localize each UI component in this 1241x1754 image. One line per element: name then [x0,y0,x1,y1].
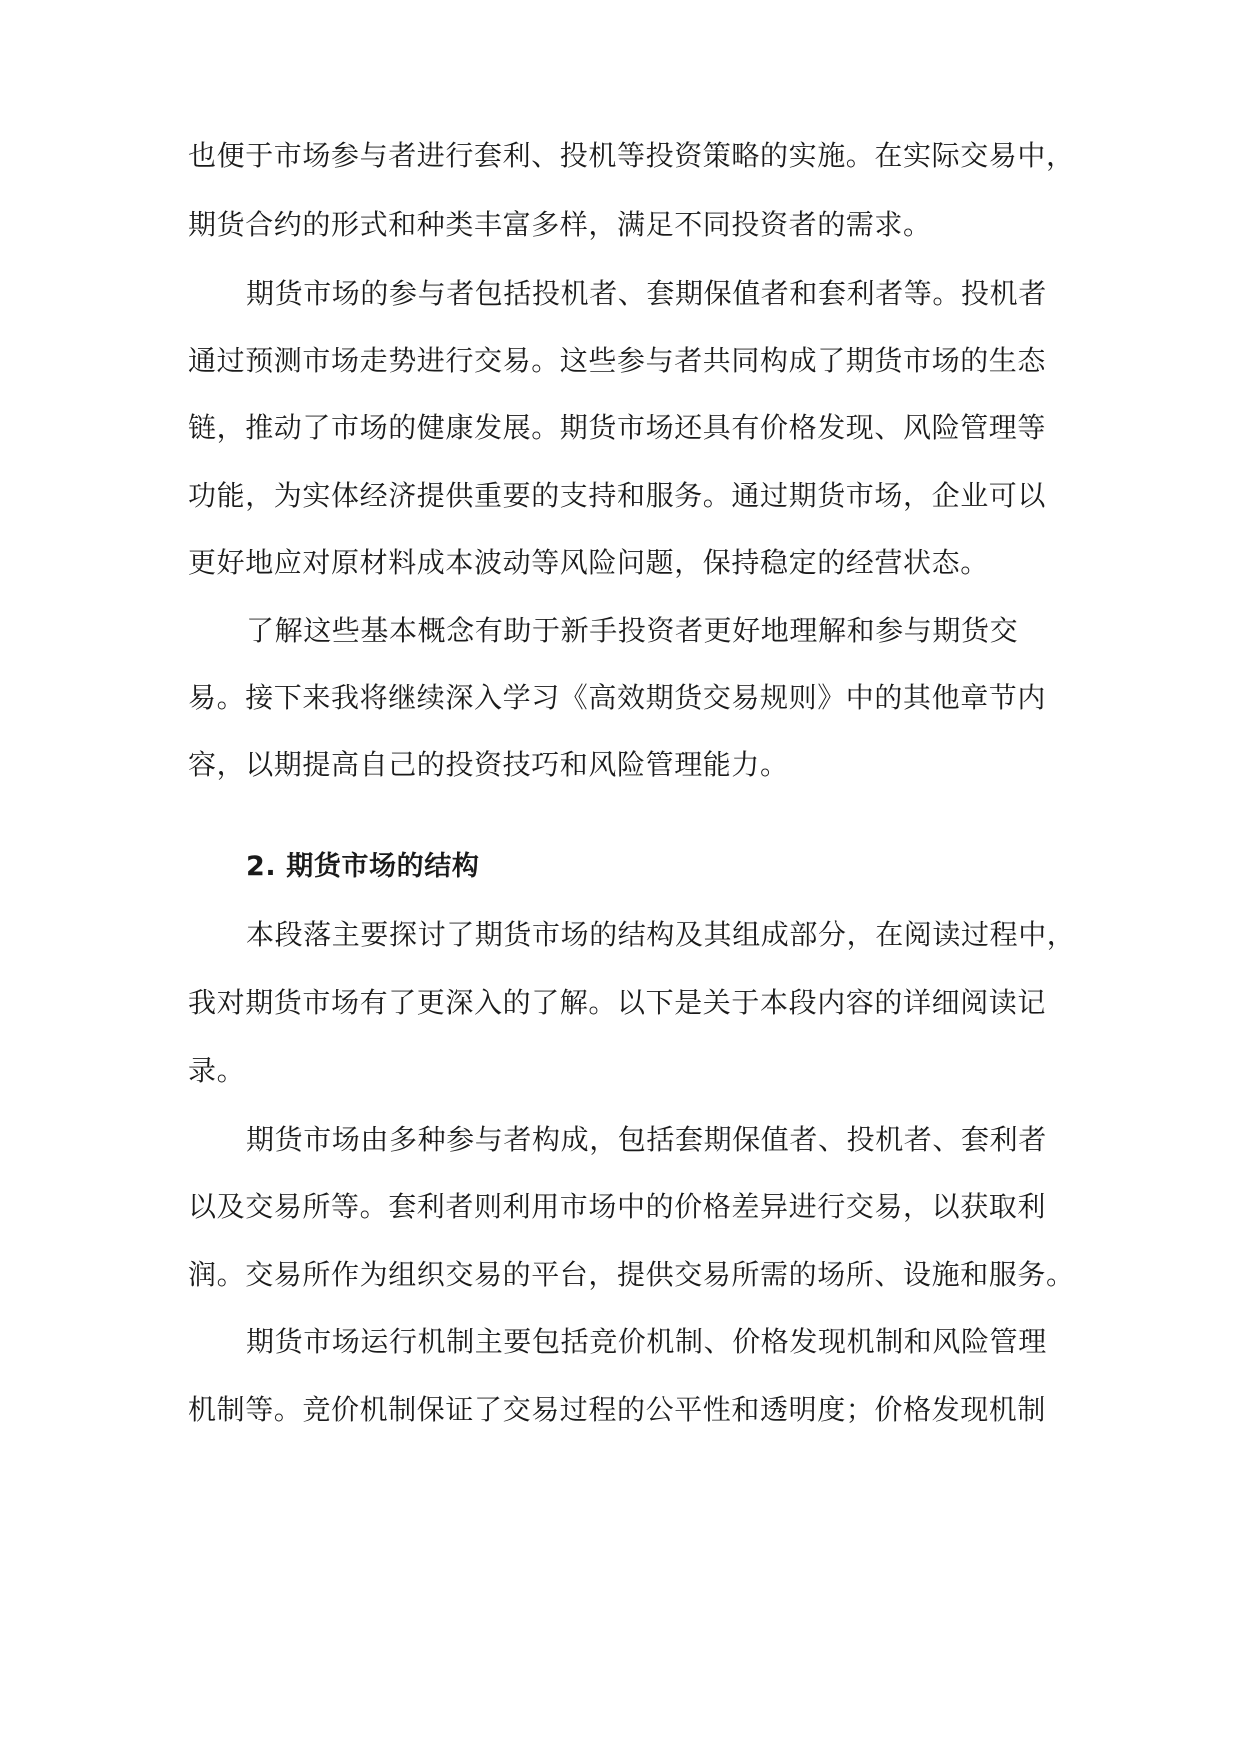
paragraph-line: 期货合约的形式和种类丰富多样，满足不同投资者的需求。 [188,208,932,241]
paragraph-line: 通过预测市场走势进行交易。这些参与者共同构成了期货市场的生态 [188,344,1047,377]
paragraph-line: 机制等。竞价机制保证了交易过程的公平性和透明度；价格发现机制 [188,1393,1047,1426]
paragraph-line: 期货市场的参与者包括投机者、套期保值者和套利者等。投机者 [246,277,1047,310]
paragraph-line: 更好地应对原材料成本波动等风险问题，保持稳定的经营状态。 [188,546,989,579]
paragraph-line: 容，以期提高自己的投资技巧和风险管理能力。 [188,748,789,781]
paragraph-line: 我对期货市场有了更深入的了解。以下是关于本段内容的详细阅读记 [188,986,1047,1019]
paragraph-line: 以及交易所等。套利者则利用市场中的价格差异进行交易，以获取利 [188,1190,1047,1223]
paragraph-line: 录。 [188,1054,246,1087]
paragraph-line: 易。接下来我将继续深入学习《高效期货交易规则》中的其他章节内 [188,681,1047,714]
section-heading: 2. 期货市场的结构 [246,851,480,882]
paragraph-line: 了解这些基本概念有助于新手投资者更好地理解和参与期货交 [246,614,1019,647]
paragraph-line: 本段落主要探讨了期货市场的结构及其组成部分，在阅读过程中， [246,918,1076,951]
paragraph-line: 润。交易所作为组织交易的平台，提供交易所需的场所、设施和服务。 [188,1258,1075,1291]
paragraph-line: 期货市场由多种参与者构成，包括套期保值者、投机者、套利者 [246,1123,1047,1156]
paragraph-line: 期货市场运行机制主要包括竞价机制、价格发现机制和风险管理 [246,1325,1047,1358]
paragraph-line: 链，推动了市场的健康发展。期货市场还具有价格发现、风险管理等 [188,411,1047,444]
paragraph-line: 也便于市场参与者进行套利、投机等投资策略的实施。在实际交易中， [188,139,1075,172]
paragraph-line: 功能，为实体经济提供重要的支持和服务。通过期货市场，企业可以 [188,479,1047,512]
